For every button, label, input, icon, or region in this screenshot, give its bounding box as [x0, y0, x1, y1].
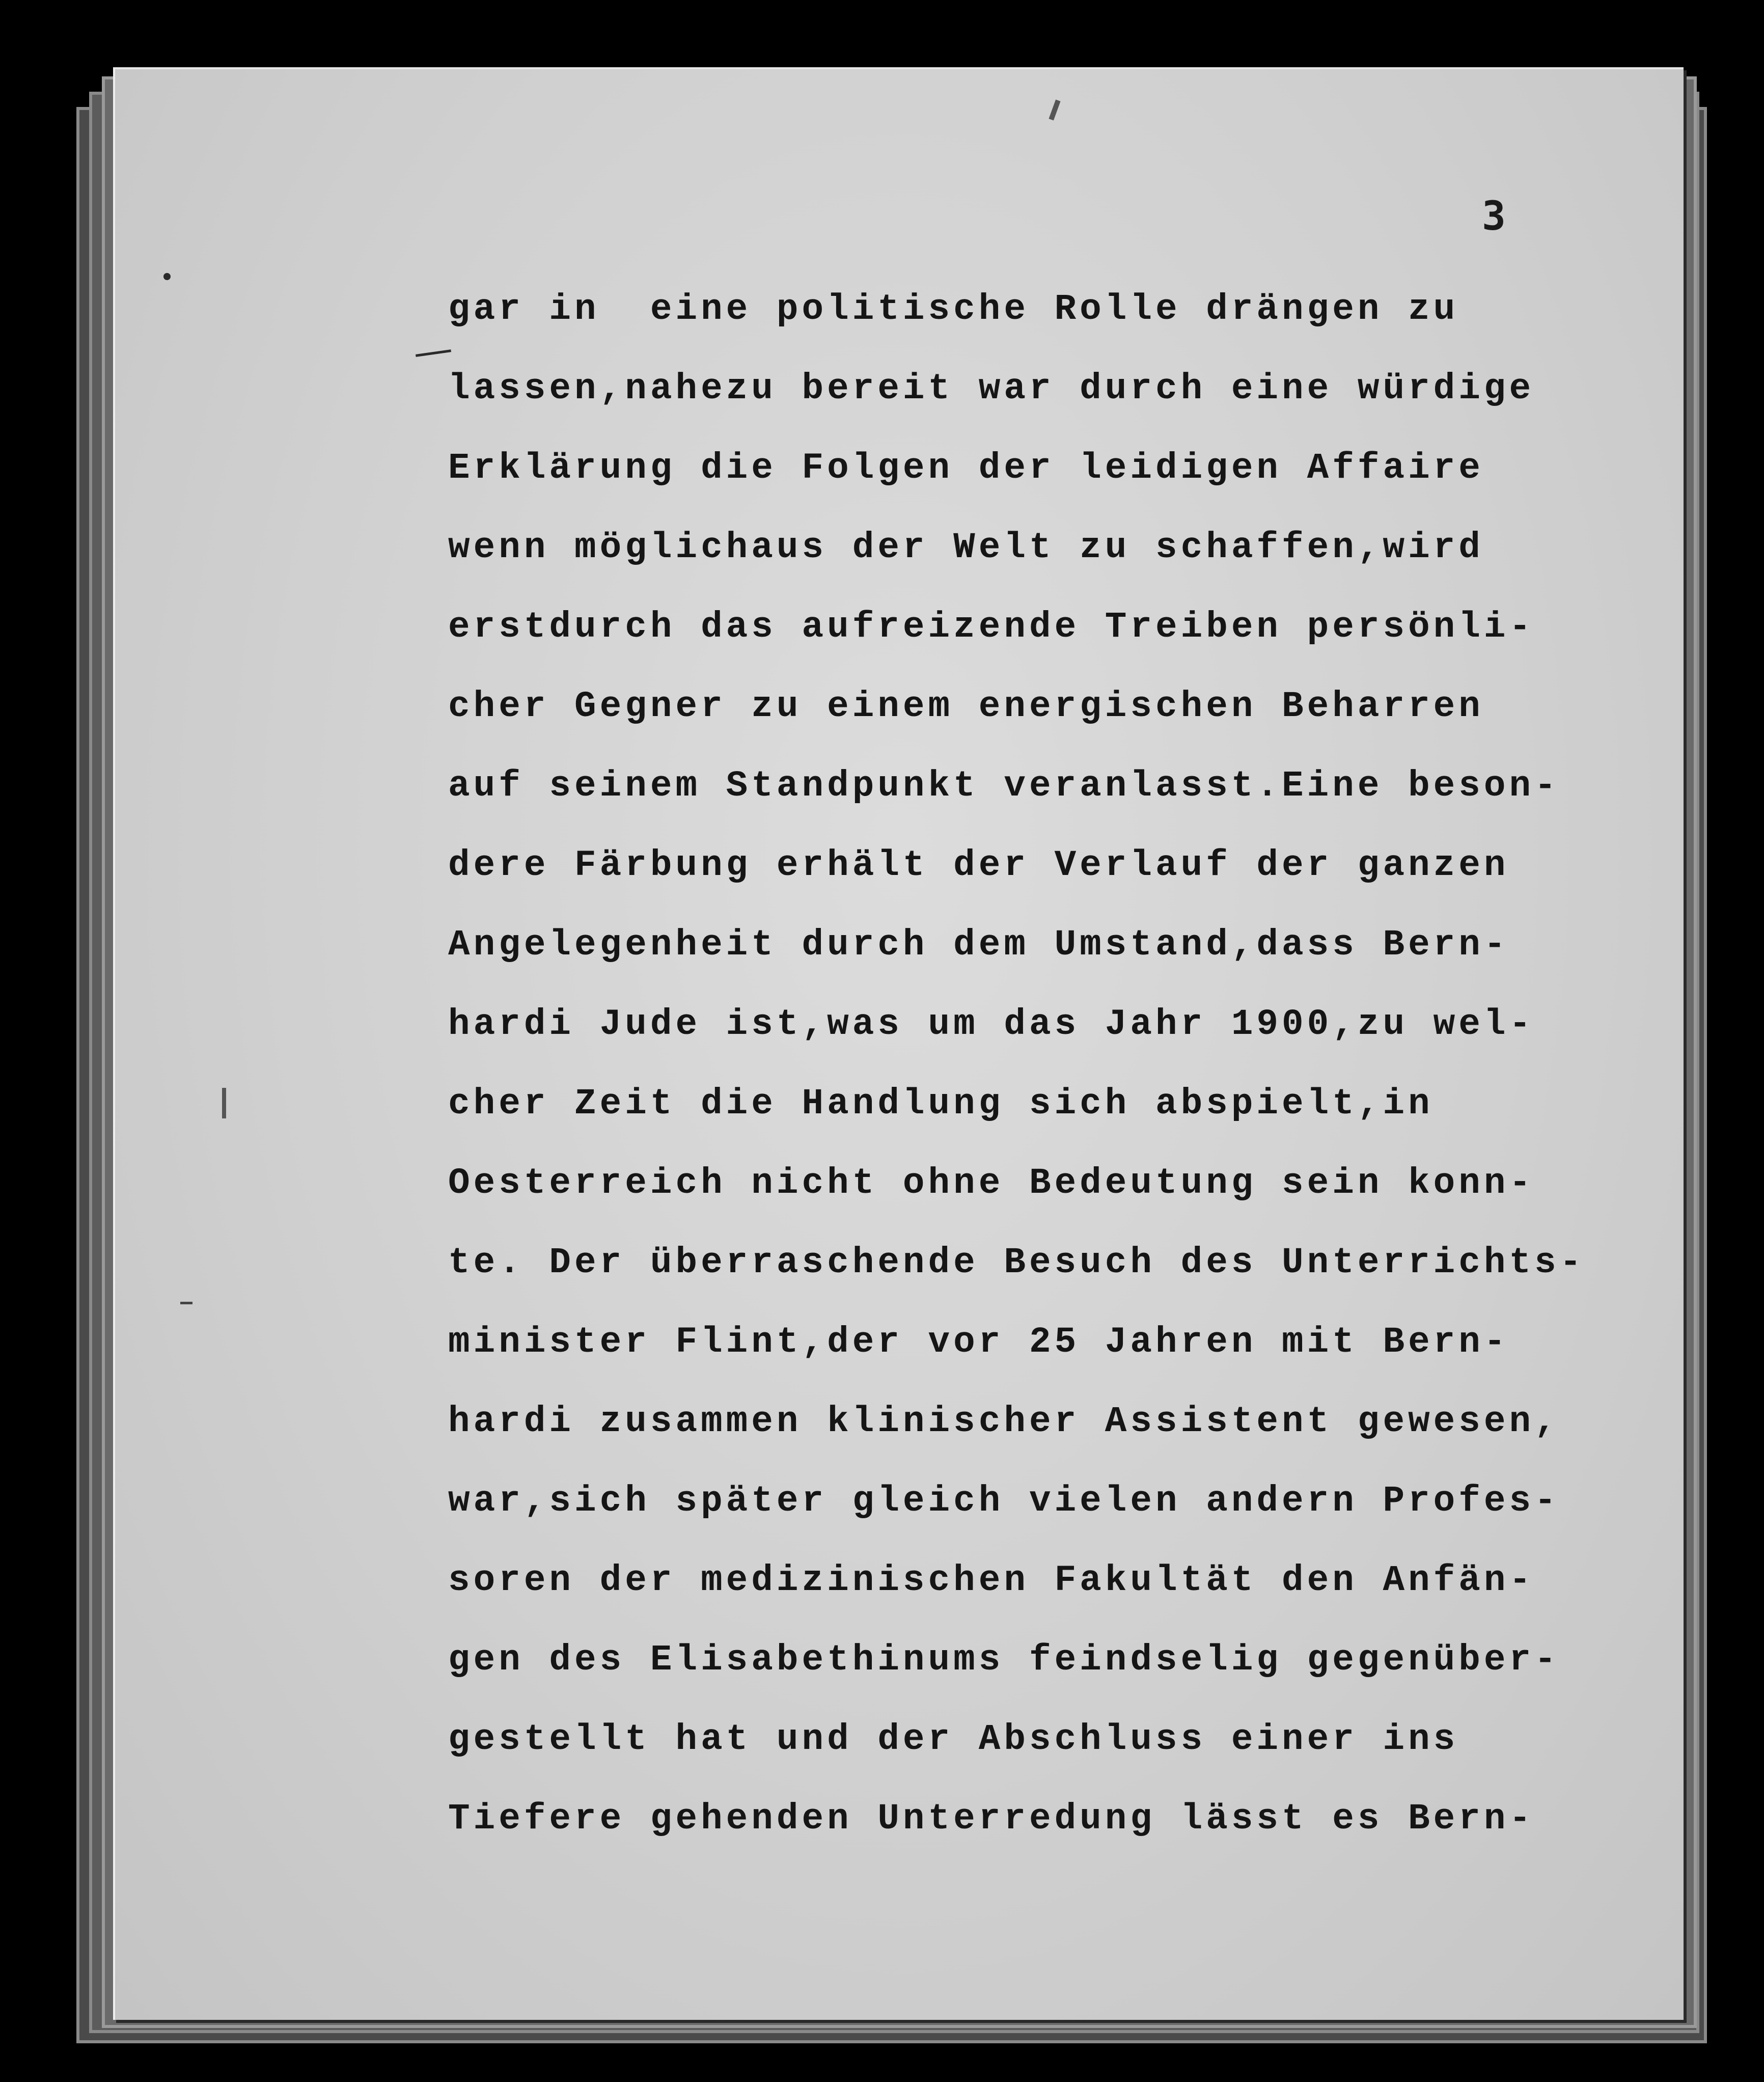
ink-speck [163, 273, 171, 280]
text-line: gen des Elisabethinums feindselig gegenüber- [448, 1640, 1560, 1681]
text-line: gestellt hat und der Abschluss einer ins [448, 1719, 1459, 1760]
text-line: Erklärung die Folgen der leidigen Affaire [448, 448, 1484, 489]
pencil-stroke [416, 349, 451, 357]
text-line: soren der medizinischen Fakultät den Anfän- [448, 1560, 1535, 1601]
text-line: hardi zusammen klinischer Assistent gewesen, [448, 1402, 1560, 1442]
text-line: cher Zeit die Handlung sich abspielt,in [448, 1084, 1434, 1125]
text-line: war,sich später gleich vielen andern Profes- [448, 1481, 1560, 1522]
text-line: Oesterreich nicht ohne Bedeutung sein konn- [448, 1163, 1535, 1204]
text-line: Tiefere gehenden Unterredung lässt es Bern- [448, 1799, 1535, 1840]
text-line: dere Färbung erhält der Verlauf der ganzen [448, 845, 1509, 886]
text-line: erstdurch das aufreizende Treiben persönli- [448, 607, 1535, 648]
text-line: auf seinem Standpunkt veranlasst.Eine beson- [448, 766, 1560, 807]
text-line: hardi Jude ist,was um das Jahr 1900,zu wel- [448, 1004, 1535, 1045]
typewritten-text [448, 270, 1609, 1859]
text-line: minister Flint,der vor 25 Jahren mit Bern- [448, 1322, 1509, 1363]
text-line: Angelegenheit durch dem Umstand,dass Bern- [448, 925, 1509, 966]
text-line: cher Gegner zu einem energischen Beharren [448, 687, 1484, 727]
ink-speck [180, 1302, 192, 1304]
text-line: te. Der überraschende Besuch des Unterrichts- [448, 1243, 1585, 1283]
ink-speck [222, 1088, 226, 1118]
text-line: gar in eine politische Rolle drängen zu [448, 289, 1459, 330]
text-line: lassen,nahezu bereit war durch eine würdige [448, 369, 1535, 409]
text-line: wenn möglichaus der Welt zu schaffen,wird [448, 528, 1484, 568]
page-number: 3 [1482, 194, 1506, 239]
ink-speck [1049, 99, 1060, 120]
